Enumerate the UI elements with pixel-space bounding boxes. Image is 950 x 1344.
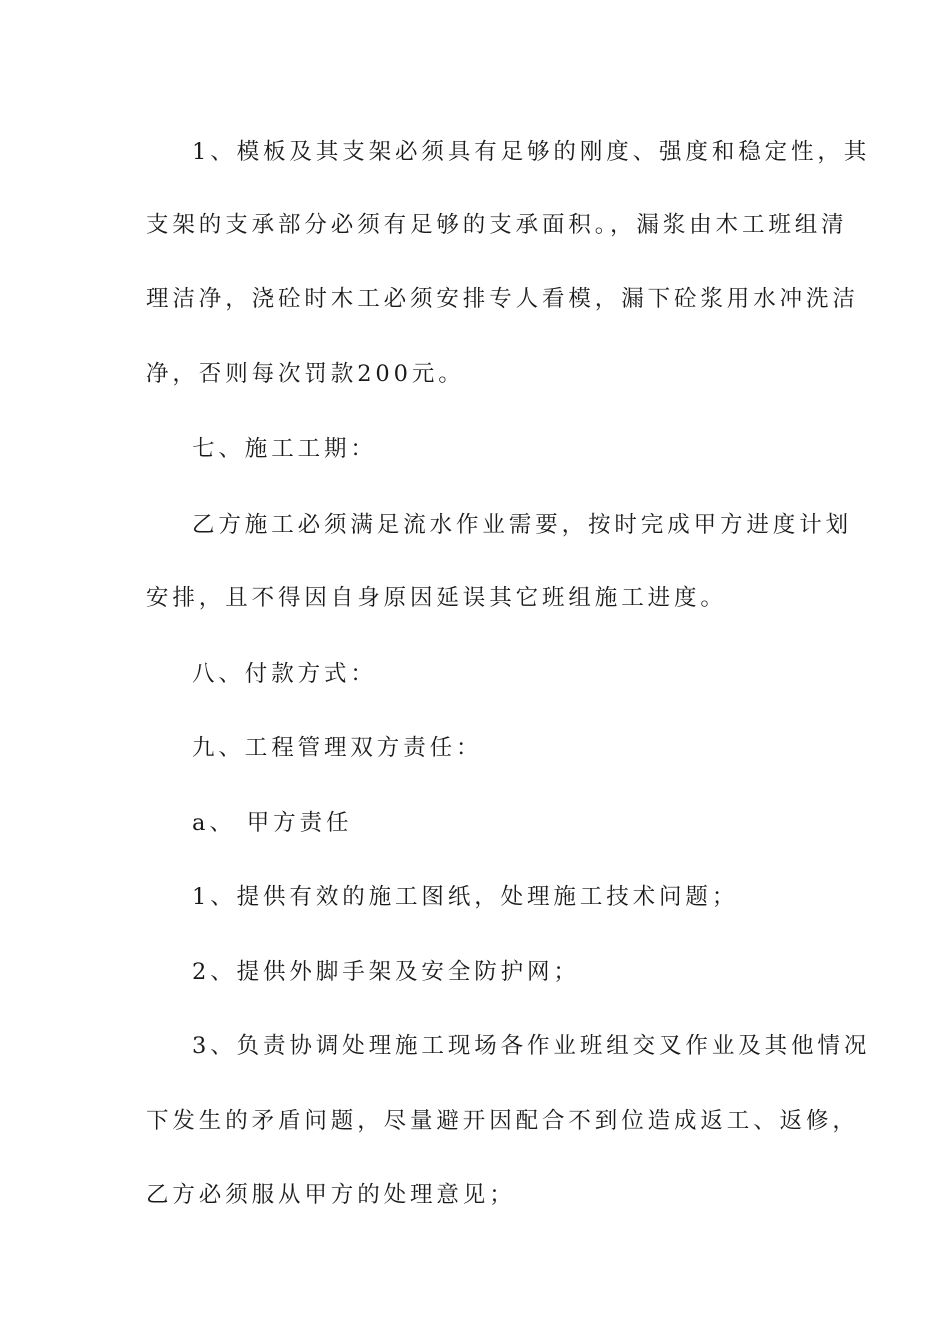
section-9-heading: 九、工程管理双方责任： (192, 735, 483, 761)
section-8-heading: 八、付款方式： (192, 661, 377, 687)
section-7-heading: 七、施工工期： (192, 436, 377, 462)
paragraph-2-line-1: 乙方施工必须满足流水作业需要，按时完成甲方进度计划 (192, 512, 853, 538)
paragraph-1-line-3: 理洁净，浇砼时木工必须安排专人看模，漏下砼浆用水冲洗洁 (146, 286, 859, 312)
paragraph-1-line-1: 1、模板及其支架必须具有足够的刚度、强度和稳定性，其 (192, 139, 871, 165)
subsection-a-heading: a、 甲方责任 (192, 810, 353, 836)
list-item-3-line-1: 3、负责协调处理施工现场各作业班组交叉作业及其他情况 (192, 1033, 871, 1059)
paragraph-1-line-4: 净，否则每次罚款200元。 (146, 361, 465, 387)
list-item-3-line-3: 乙方必须服从甲方的处理意见； (146, 1182, 516, 1208)
list-item-3-line-2: 下发生的矛盾问题，尽量避开因配合不到位造成返工、返修， (146, 1108, 859, 1134)
list-item-1: 1、提供有效的施工图纸，处理施工技术问题； (192, 884, 739, 910)
paragraph-1-line-2: 支架的支承部分必须有足够的支承面积。，漏浆由木工班组清 (146, 212, 848, 238)
paragraph-2-line-2: 安排，且不得因自身原因延误其它班组施工进度。 (146, 585, 727, 611)
list-item-2: 2、提供外脚手架及安全防护网； (192, 959, 580, 985)
